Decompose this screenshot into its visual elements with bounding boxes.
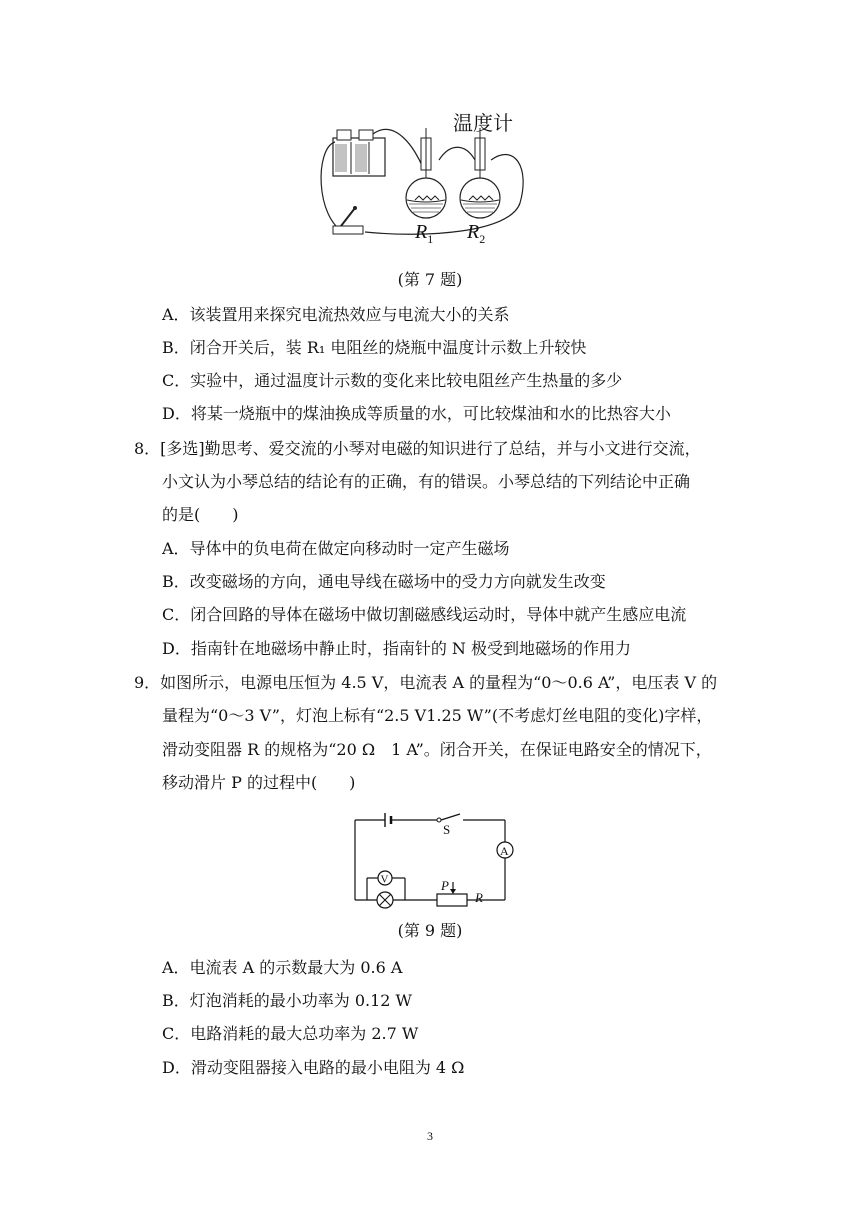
q8-option-d: D．指南针在地磁场中静止时，指南针的 N 极受到地磁场的作用力 xyxy=(162,639,632,658)
q9-stem-line-1: 9．如图所示，电源电压恒为 4.5 V，电流表 A 的量程为“0～0.6 A”，电压表 V 的 xyxy=(134,673,718,692)
q7-option-a: A．该装置用来探究电流热效应与电流大小的关系 xyxy=(162,305,510,324)
q7-option-c: C．实验中，通过温度计示数的变化来比较电阻丝产生热量的多少 xyxy=(162,371,623,390)
figure-7-caption: (第 7 题) xyxy=(397,270,463,289)
figure-9-circuit xyxy=(345,810,525,915)
rheostat-label: R xyxy=(475,890,483,905)
q9-stem-line-2: 量程为“0～3 V”，灯泡上标有“2.5 V1.25 W”(不考虑灯丝电阻的变化)字样， xyxy=(162,706,713,725)
q9-option-a: A．电流表 A 的示数最大为 0.6 A xyxy=(162,958,403,977)
q8-stem-line-2: 小文认为小琴总结的结论有的正确，有的错误。小琴总结的下列结论中正确 xyxy=(162,472,691,491)
r1-label: $R_1$ xyxy=(415,221,434,246)
knife-switch xyxy=(333,206,363,234)
r2-label: $R_2$ xyxy=(467,221,486,246)
q7-option-d: D．将某一烧瓶中的煤油换成等质量的水，可比较煤油和水的比热容大小 xyxy=(162,404,671,423)
q8-stem-line-1: 8．[多选]勤思考、爱交流的小琴对电磁的知识进行了总结，并与小文进行交流， xyxy=(134,439,701,458)
q8-option-c: C．闭合回路的导体在磁场中做切割磁感线运动时，导体中就产生感应电流 xyxy=(162,605,687,624)
voltmeter-label: V xyxy=(380,873,389,886)
q9-option-c: C．电路消耗的最大总功率为 2.7 W xyxy=(162,1024,419,1043)
switch-blade xyxy=(441,814,460,820)
battery-pack xyxy=(333,130,385,176)
q9-stem-line-4: 移动滑片 P 的过程中( ) xyxy=(162,773,356,792)
q9-option-d: D．滑动变阻器接入电路的最小电阻为 4 Ω xyxy=(162,1058,465,1077)
q9-stem-line-3: 滑动变阻器 R 的规格为“20 Ω 1 A”。闭合开关，在保证电路安全的情况下， xyxy=(162,740,712,759)
switch-contact xyxy=(437,818,441,822)
switch-label: S xyxy=(443,822,451,837)
q8-stem-line-3: 的是( ) xyxy=(162,505,239,524)
thermometer-label: 温度计 xyxy=(453,111,513,135)
flask-r2 xyxy=(460,128,500,218)
slider-label: P xyxy=(441,878,449,893)
figure-9-caption: (第 9 题) xyxy=(397,921,463,940)
q8-option-b: B．改变磁场的方向，通电导线在磁场中的受力方向就发生改变 xyxy=(162,572,606,591)
figure-7-apparatus xyxy=(315,108,555,248)
page-number: 3 xyxy=(427,1129,433,1143)
q8-option-a: A．导体中的负电荷在做定向移动时一定产生磁场 xyxy=(162,539,510,558)
q9-option-b: B．灯泡消耗的最小功率为 0.12 W xyxy=(162,991,413,1010)
flask-r1 xyxy=(406,128,446,218)
rheostat xyxy=(437,894,467,906)
q7-option-b: B．闭合开关后，装 R₁ 电阻丝的烧瓶中温度计示数上升较快 xyxy=(162,338,587,357)
ammeter-label: A xyxy=(500,844,509,858)
